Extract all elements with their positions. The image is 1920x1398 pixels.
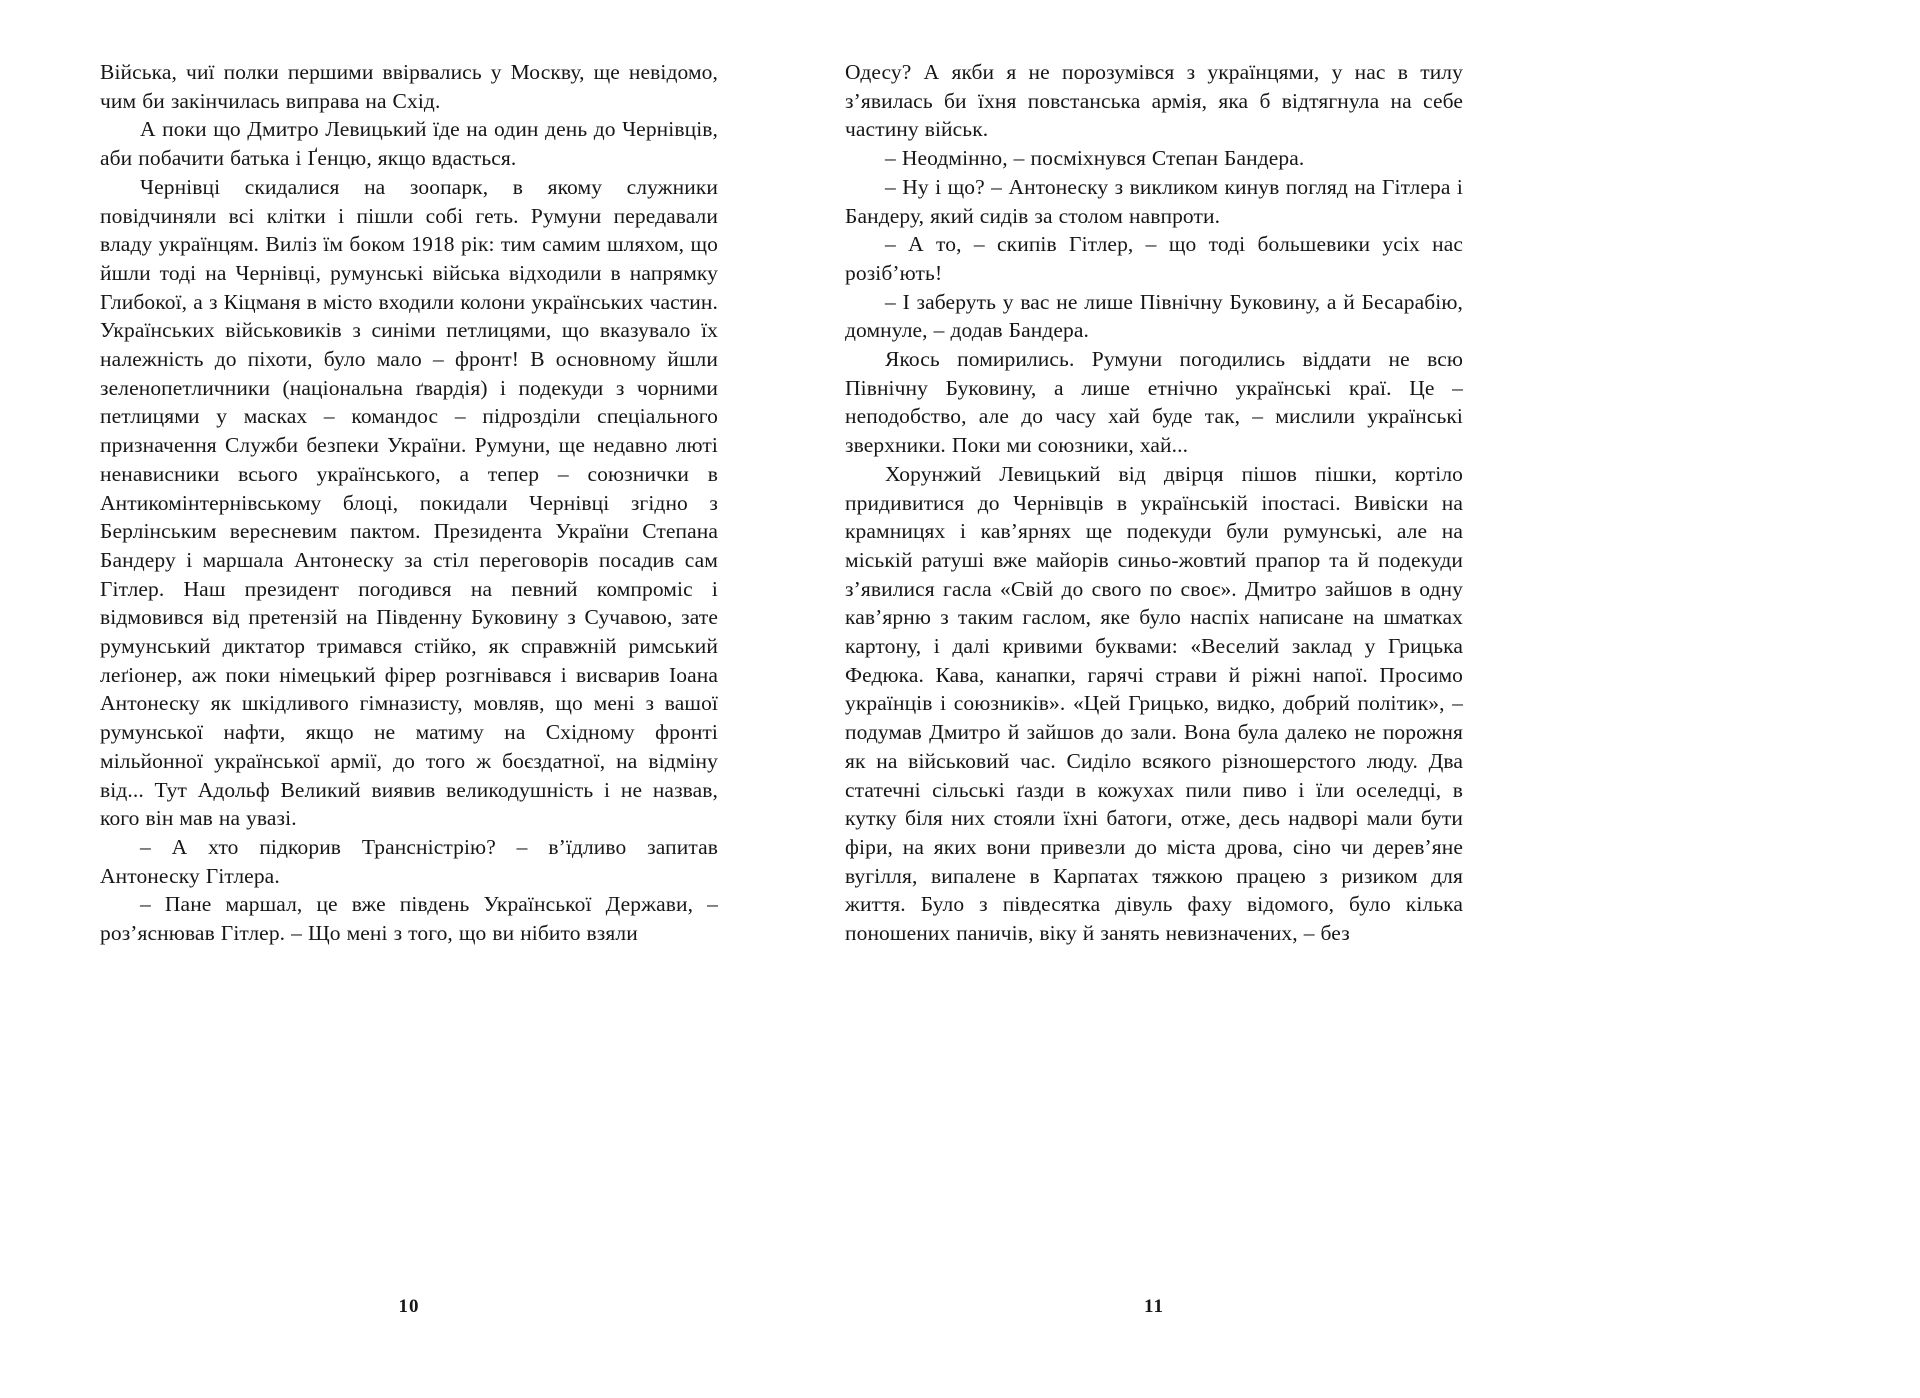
page-right	[845, 58, 1463, 948]
paragraph: Хорунжий Левицький від двірця пішов пішки, кортіло придивитися до Чернівців в українській іпостасі. Вивіски на крамницях і кав’ярнях ще подекуди були румунські, але на міській ратуші вже майорів синьо-жовтий прапор та й подекуди з’явилися гасла «Свій до свого по своє». Дмитро зайшов в одну кав’ярню з таким гаслом, яке було наспіх написане на шматках картону, і далі кривими буквами: «Веселий заклад у Грицька Федюка. Кава, канапки, гарячі страви й ріжні напої. Просимо українців і союзників». «Цей Грицько, видко, добрий політик», – подумав Дмитро й зайшов до зали. Вона була далеко не порожня як на військовий час. Сиділо всякого різношерстого люду. Два статечні сільські ґазди в кожухах пили пиво і їли оселедці, в кутку біля них стояли їхні батоги, отже, десь надворі мали бути фіри, на яких вони привезли до міста дрова, сіно чи дерев’яне вугілля, випалене в Карпатах тяжкою працею з ризиком для життя. Було з півдесятка дівуль фаху відомого, було кілька поношених паничів, віку й занять невизначених, – без	[845, 461, 1463, 946]
paragraph: А поки що Дмитро Левицький їде на один день до Чернівців, аби побачити батька і Ґенцю, якщо вдасться.	[100, 117, 718, 171]
paragraph: – Неодмінно, – посміхнувся Степан Бандера.	[885, 146, 1305, 171]
page-right-text-block	[845, 58, 1463, 948]
paragraph: – І заберуть у вас не лише Північну Буковину, а й Бесарабію, домнуле, – додав Бандера.	[845, 289, 1463, 343]
paragraph: – Ну і що? – Антонеску з викликом кинув погляд на Гітлера і Бандеру, який сидів за столом навпроти.	[845, 174, 1463, 228]
paragraph: – А то, – скипів Гітлер, – що тоді большевики усіх нас розіб’ють!	[845, 232, 1463, 285]
page-left-text-block	[100, 58, 718, 948]
paragraph: – А хто підкорив Трансністрію? – в’їдливо запитав Антонеску Гітлера.	[100, 834, 718, 888]
paragraph: Чернівці скидалися на зоопарк, в якому служники повідчиняли всі клітки і пішли собі геть. Румуни передавали владу українцям. Виліз їм боком 1918 рік: тим самим шляхом, що йшли тоді на Чернівці, румунські війська відходили в напрямку Глибокої, а з Кіцманя в місто входили колони українських частин. Українських військовиків з синіми петлицями, що вказувало їх належність до піхоти, було мало – фронт! В основному йшли зеленопетличники (національна ґвардія) і подекуди з чорними петлицями у масках – командос – підрозділи спеціального призначення Служби безпеки України. Румуни, ще недавно люті ненависники всього українського, а тепер – союзнички в Антикомінтернівському блоці, покидали Чернівці згідно з Берлінським вересневим пактом. Президента України Степана Бандеру і маршала Антонеску за стіл переговорів посадив сам Гітлер. Наш президент погодився на певний компроміс і відмовився від претензій на Південну Буковину з Сучавою, зате румунський диктатор тримався стійко, як справжній римський леґіонер, аж поки німецький фірер розгнівався і висварив Іоана Антонеску як шкідливого гімназисту, мовляв, що мені з вашої румунської нафти, якщо не матиму на Східному фронті мільйонної української армії, до того ж боєздатної, на відміну від... Тут Адольф Великий виявив великодушність і не назвав, кого він мав на увазі.	[100, 174, 718, 831]
paragraph: Якось помирились. Румуни погодились віддати не всю Північну Буковину, а лише етнічно українські краї. Це – неподобство, але до часу хай буде так, – мислили українські зверхники. Поки ми союзники, хай...	[845, 347, 1463, 458]
paragraph: Війська, чиї полки першими ввірвались у Москву, ще невідомо, чим би закінчилась виправа на Схід.	[100, 60, 718, 113]
paragraph: Одесу? А якби я не порозумівся з українцями, у нас в тилу з’явилась би їхня повстанська армія, яка б відтягнула на себе частину військ.	[845, 60, 1463, 142]
page-number-left: 10	[398, 1296, 420, 1317]
page-left	[100, 58, 718, 948]
paragraph: – Пане маршал, це вже південь Української Держави, – роз’яснював Гітлер. – Що мені з того, що ви нібито взяли	[100, 892, 718, 946]
page-number-right: 11	[1144, 1296, 1164, 1317]
